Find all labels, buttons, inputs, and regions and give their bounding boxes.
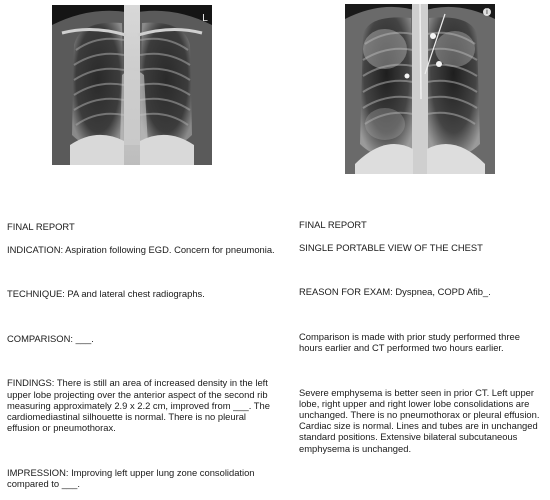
right-report-reason: REASON FOR EXAM: Dyspnea, COPD Afib_. [299,286,491,298]
info-icon: i [483,8,491,16]
left-report [7,210,277,500]
left-report-indication: INDICATION: Aspiration following EGD. Concern for pneumonia. [7,243,275,255]
right-report [299,208,544,465]
side-marker-label: L [202,13,208,24]
chest-xray-right-image [345,4,495,174]
left-report-comparison: COMPARISON: ___. [7,332,94,344]
right-report-title: FINAL REPORT [299,219,367,231]
left-report-findings: FINDINGS: There is still an area of increased density in the left upper lobe projecting over the anterior aspect of the second rib measuring approximately 2.9 x 2.2 cm, improved from ___. The cardiomediastinal silhouette is normal. There is no pleural effusion or pneumothorax. [7,377,270,434]
right-report-body: Severe emphysema is better seen in prior CT. Left upper lobe, right upper and right lower lobe consolidations are unchanged. There is no pneumothorax or pleural effusion. Cardiac size is normal. Lines and tubes are in unchanged standard positions. Extensive bilateral subcutaneous emphysema is unchanged. [299,386,540,454]
left-report-impression: IMPRESSION: Improving left upper lung zone consolidation compared to ___. [7,466,255,490]
right-report-comparison: Comparison is made with prior study performed three hours earlier and CT performed two hours earlier. [299,330,520,354]
right-report-subtitle: SINGLE PORTABLE VIEW OF THE CHEST [299,241,483,253]
left-report-technique: TECHNIQUE: PA and lateral chest radiographs. [7,288,205,300]
left-report-title: FINAL REPORT [7,221,75,233]
chest-xray-left-image [52,5,212,165]
